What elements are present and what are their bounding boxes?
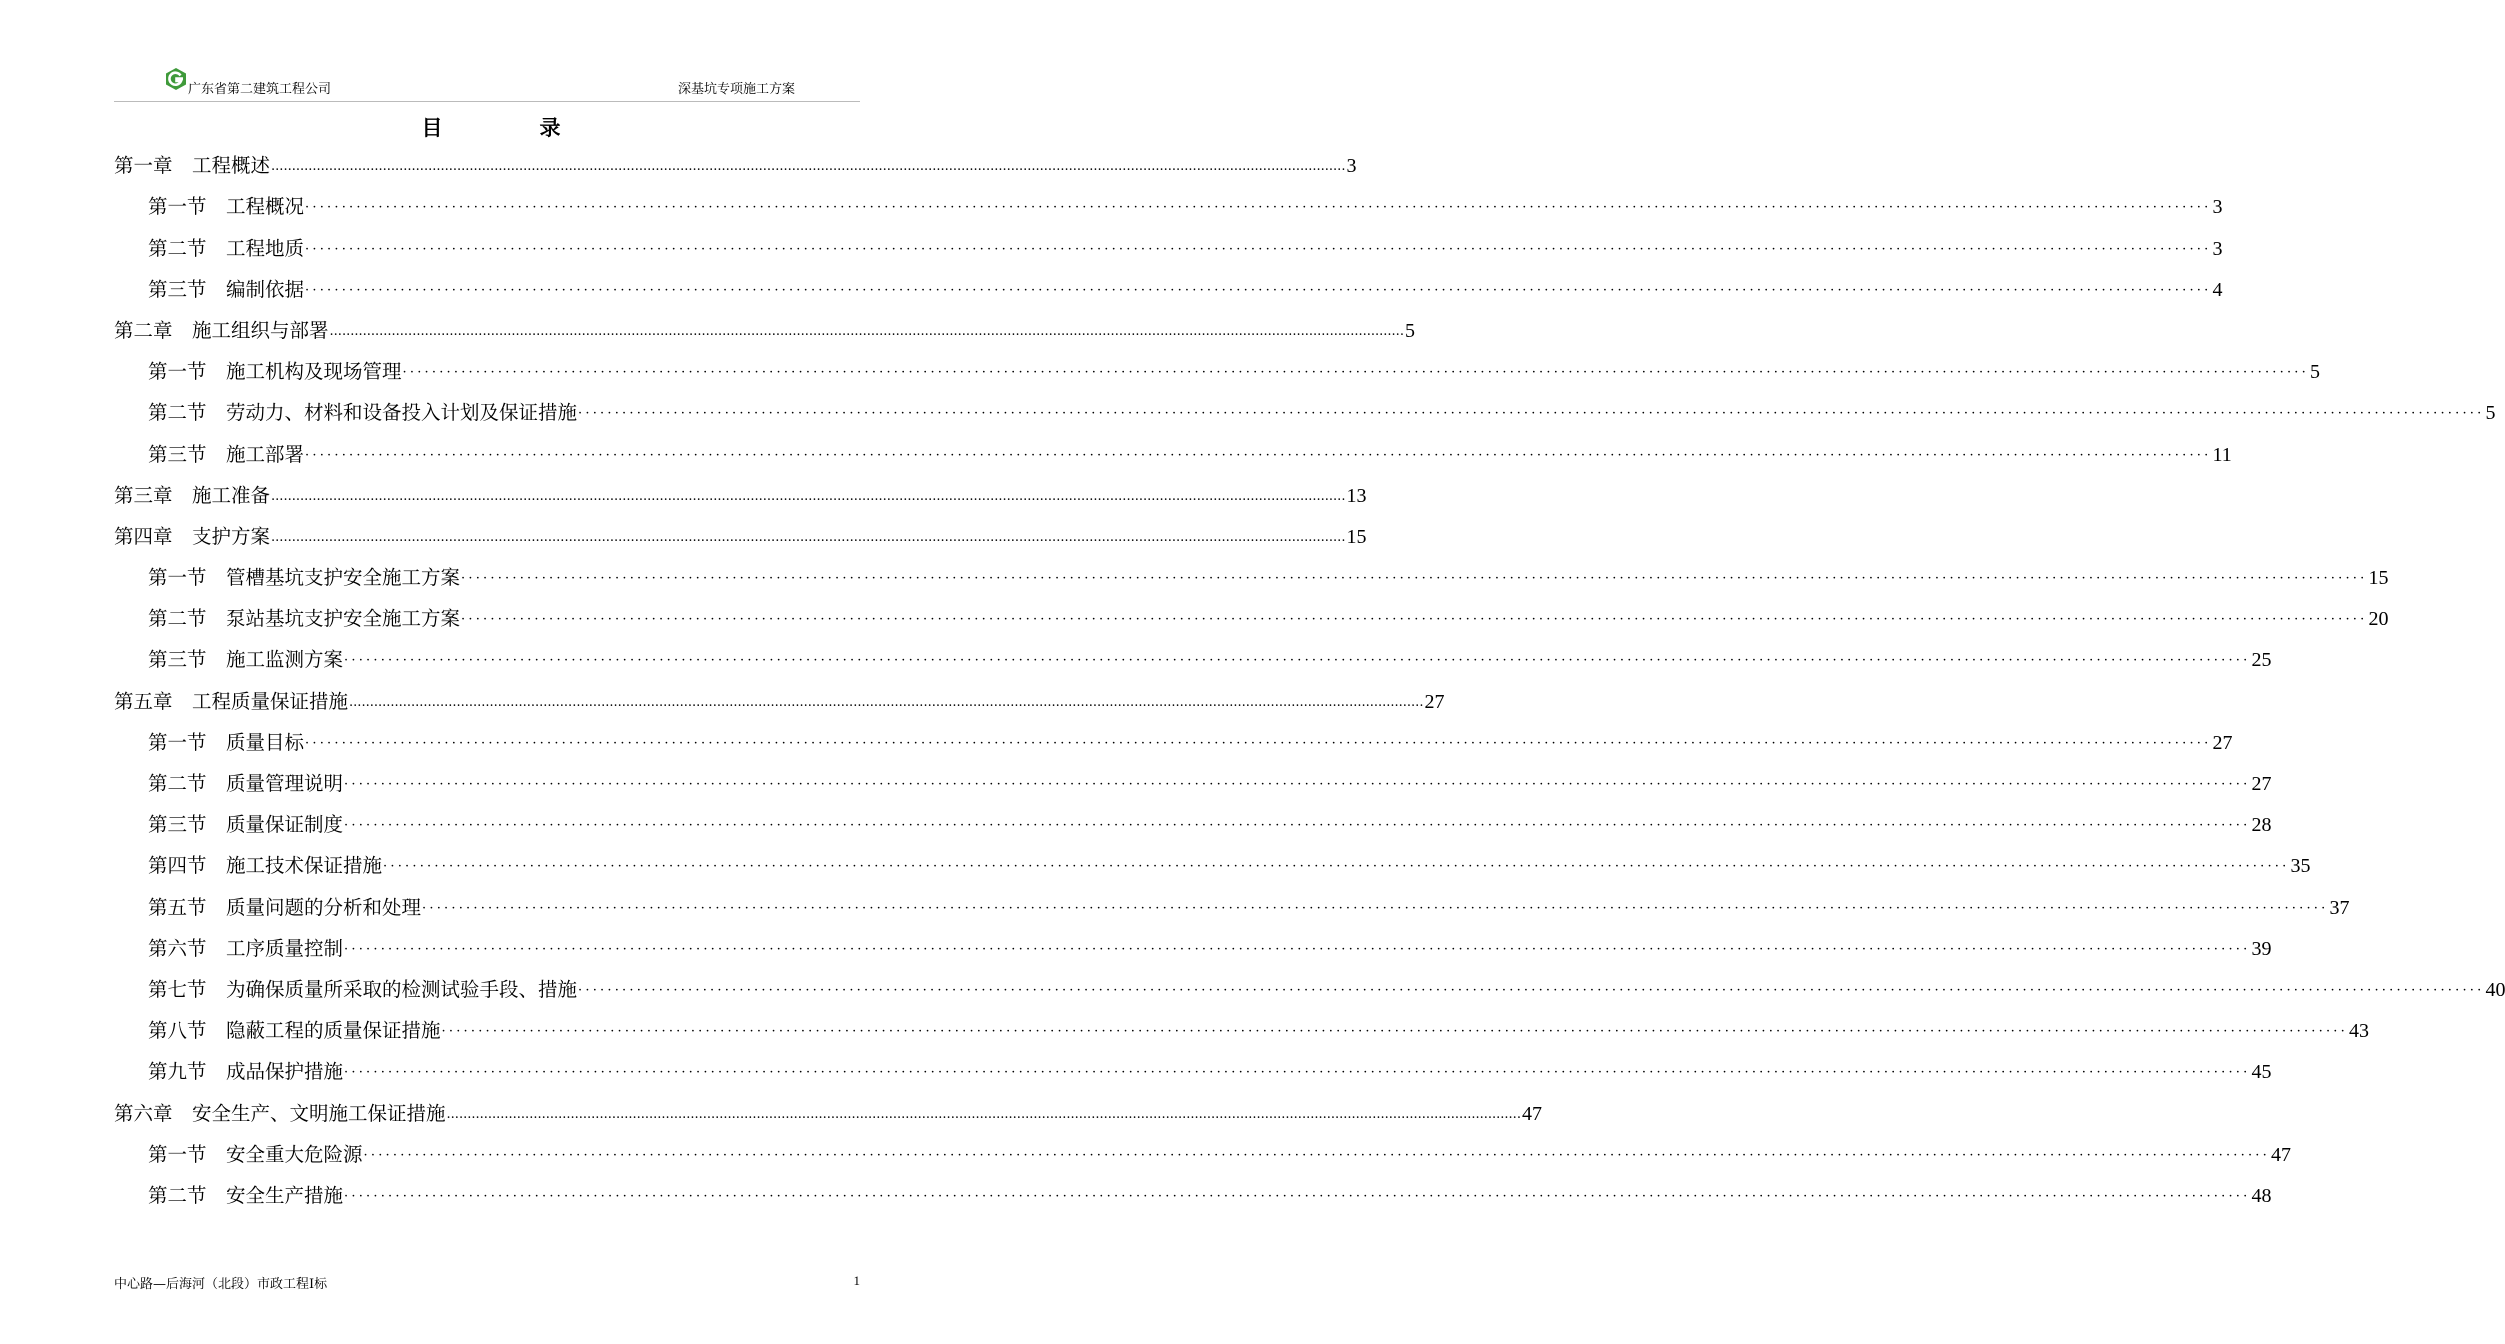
footer-project: 中心路—后海河（北段）市政工程Ⅰ标 (114, 1277, 328, 1292)
toc-entry-title: 安全重大危险源 (226, 1142, 363, 1166)
toc-entry-section[interactable] (114, 434, 2232, 475)
toc-dot-leader: ···································································································································································································································································· (344, 818, 2251, 834)
toc-entry-gap (173, 485, 193, 507)
toc-entry-title: 管槽基坑支护安全施工方案 (226, 566, 461, 590)
toc-entry-label: 第一节 (148, 730, 207, 754)
toc-entry-gap (207, 814, 227, 836)
toc-entry-label: 第九节 (148, 1060, 207, 1084)
toc-entry-label: 第六章 (114, 1101, 173, 1125)
company-name: 广东省第二建筑工程公司 (188, 82, 332, 97)
toc-entry-page: 3 (2212, 196, 2223, 219)
toc-entry-section[interactable] (114, 599, 2389, 640)
toc-entry-section[interactable] (114, 846, 2311, 887)
toc-entry-gap (207, 608, 227, 630)
toc-entry-title: 施工机构及现场管理 (226, 360, 402, 384)
toc-entry-title: 工序质量控制 (226, 936, 344, 960)
toc-entry-label: 第一章 (114, 154, 173, 178)
toc-entry-chapter[interactable] (114, 681, 1445, 722)
header-divider (114, 101, 860, 102)
toc-dot-leader: ···································································································································································································································································· (344, 941, 2251, 957)
toc-dot-leader: ···································································································································································································································································· (383, 859, 2290, 875)
toc-entry-gap (207, 1061, 227, 1083)
toc-dot-leader: ···································································································································································································································································· (441, 1024, 2348, 1040)
toc-entry-section[interactable] (114, 228, 2223, 269)
toc-dot-leader: .................................................................................................................................................................................................................................................................... (271, 488, 1346, 504)
toc-entry-gap (207, 1144, 227, 1166)
toc-entry-gap (207, 402, 227, 424)
toc-entry-label: 第三节 (148, 648, 207, 672)
toc-entry-label: 第二章 (114, 318, 173, 342)
toc-entry-title: 施工组织与部署 (192, 318, 329, 342)
toc-entry-label: 第三节 (148, 813, 207, 837)
toc-entry-gap (173, 1103, 193, 1125)
toc-entry-chapter[interactable] (114, 1093, 1542, 1134)
toc-entry-page: 48 (2251, 1184, 2272, 1207)
toc-entry-title: 劳动力、材料和设备投入计划及保证措施 (226, 401, 578, 425)
toc-entry-label: 第二节 (148, 236, 207, 260)
toc-entry-page: 43 (2348, 1020, 2369, 1043)
toc-entry-label: 第二节 (148, 401, 207, 425)
toc-entry-gap (173, 691, 193, 713)
toc-entry-title: 安全生产、文明施工保证措施 (192, 1101, 446, 1125)
toc-entry-page: 20 (2368, 608, 2389, 631)
toc-entry-section[interactable] (114, 887, 2350, 928)
toc-dot-leader: .................................................................................................................................................................................................................................................................... (271, 529, 1346, 545)
toc-entry-title: 工程概述 (192, 154, 271, 178)
toc-entry-label: 第七节 (148, 977, 207, 1001)
toc-entry-page: 15 (2368, 567, 2389, 590)
toc-entry-page: 45 (2251, 1061, 2272, 1084)
page-footer (114, 1273, 860, 1293)
toc-dot-leader: ···································································································································································································································································· (461, 571, 2368, 587)
toc-entry-gap (173, 526, 193, 548)
toc-dot-leader: ···································································································································································································································································· (305, 735, 2212, 751)
toc-entry-page: 3 (1346, 155, 1357, 178)
toc-dot-leader: .................................................................................................................................................................................................................................................................... (271, 159, 1346, 175)
toc-entry-label: 第四节 (148, 854, 207, 878)
toc-entry-title: 质量问题的分析和处理 (226, 895, 422, 919)
toc-entry-chapter[interactable] (114, 517, 1367, 558)
toc-entry-title: 施工准备 (192, 483, 271, 507)
toc-entry-gap (207, 938, 227, 960)
toc-entry-section[interactable] (114, 929, 2272, 970)
toc-entry-chapter[interactable] (114, 146, 1357, 187)
toc-entry-label: 第五节 (148, 895, 207, 919)
toc-entry-page: 27 (2212, 731, 2233, 754)
toc-entry-page: 27 (1424, 690, 1445, 713)
toc-entry-label: 第一节 (148, 360, 207, 384)
toc-dot-leader: ···································································································································································································································································· (344, 777, 2251, 792)
toc-dot-leader: ···································································································································································································································································· (305, 447, 2212, 463)
toc-dot-leader: .................................................................................................................................................................................................................................................................... (446, 1106, 1521, 1122)
toc-entry-page: 5 (2309, 361, 2320, 384)
toc-entry-title: 质量保证制度 (226, 813, 344, 837)
toc-entry-label: 第二节 (148, 772, 207, 795)
toc-entry-page: 39 (2251, 937, 2272, 960)
toc-entry-section[interactable] (114, 1011, 2369, 1052)
toc-dot-leader: ···································································································································································································································································· (461, 612, 2368, 628)
toc-dot-leader: .................................................................................................................................................................................................................................................................... (329, 323, 1404, 339)
page-number: 1 (853, 1273, 860, 1288)
toc-entry-section[interactable] (114, 187, 2223, 228)
toc-entry-section[interactable] (114, 764, 2272, 805)
toc-entry-section[interactable] (114, 352, 2320, 393)
document-title: 深基坑专项施工方案 (678, 82, 796, 97)
toc-entry-page: 3 (2212, 237, 2223, 260)
toc-entry-title: 成品保护措施 (226, 1060, 344, 1084)
company-logo-icon (164, 67, 188, 91)
toc-entry-title: 质量目标 (226, 730, 305, 754)
toc-entry-gap (207, 361, 227, 383)
table-of-contents (114, 146, 2505, 1217)
toc-entry-label: 第二节 (148, 1183, 207, 1207)
toc-entry-section[interactable] (114, 1052, 2272, 1093)
toc-entry-section[interactable] (114, 970, 2505, 1011)
toc-entry-title: 隐蔽工程的质量保证措施 (226, 1019, 441, 1043)
toc-entry-chapter[interactable] (114, 311, 1415, 352)
toc-entry-label: 第三节 (148, 442, 207, 466)
toc-entry-gap (207, 279, 227, 301)
toc-entry-page: 35 (2290, 855, 2311, 878)
toc-dot-leader: .................................................................................................................................................................................................................................................................... (349, 694, 1424, 710)
toc-entry-section[interactable] (114, 1135, 2291, 1176)
toc-entry-label: 第二节 (148, 607, 207, 631)
toc-entry-label: 第八节 (148, 1019, 207, 1043)
toc-entry-gap (173, 320, 193, 342)
toc-entry-section[interactable] (114, 640, 2272, 681)
toc-entry-title: 支护方案 (192, 524, 271, 548)
toc-entry-section[interactable] (114, 1176, 2272, 1217)
toc-entry-page: 28 (2251, 814, 2272, 837)
toc-entry-page: 40 (2485, 978, 2505, 1001)
toc-dot-leader: ···································································································································································································································································· (344, 1188, 2251, 1204)
toc-entry-title: 为确保质量所采取的检测试验手段、措施 (226, 977, 578, 1001)
toc-entry-page: 27 (2251, 773, 2272, 795)
toc-entry-gap (207, 732, 227, 754)
toc-dot-leader: ···································································································································································································································································· (578, 982, 2485, 998)
toc-dot-leader: ···································································································································································································································································· (344, 1065, 2251, 1081)
toc-entry-section[interactable] (114, 393, 2496, 434)
toc-entry-title: 施工技术保证措施 (226, 854, 383, 878)
toc-entry-gap (207, 649, 227, 671)
toc-dot-leader: ···································································································································································································································································· (305, 241, 2212, 257)
toc-entry-page: 13 (1346, 484, 1367, 507)
toc-entry-section[interactable] (114, 558, 2389, 599)
toc-entry-page: 15 (1346, 525, 1367, 548)
toc-entry-title: 工程地质 (226, 236, 305, 260)
toc-entry-page: 5 (1404, 319, 1415, 342)
toc-entry-gap (207, 567, 227, 589)
toc-dot-leader: ···································································································································································································································································· (305, 282, 2212, 298)
toc-entry-gap (207, 238, 227, 260)
toc-entry-title: 工程质量保证措施 (192, 689, 349, 713)
toc-entry-page: 11 (2212, 443, 2232, 466)
toc-entry-section[interactable] (114, 270, 2223, 311)
toc-entry-title: 施工监测方案 (226, 648, 344, 672)
toc-entry-page: 47 (1521, 1102, 1542, 1125)
toc-entry-title: 质量管理说明 (226, 772, 344, 795)
toc-entry-gap (207, 979, 227, 1001)
toc-entry-page: 5 (2485, 402, 2496, 425)
toc-entry-gap (207, 1185, 227, 1207)
toc-entry-title: 施工部署 (226, 442, 305, 466)
toc-entry-section[interactable] (114, 805, 2272, 846)
toc-dot-leader: ···································································································································································································································································· (363, 1147, 2270, 1163)
toc-entry-page: 47 (2270, 1143, 2291, 1166)
toc-entry-title: 安全生产措施 (226, 1183, 344, 1207)
toc-dot-leader: ···································································································································································································································································· (305, 200, 2212, 216)
toc-title: 目 录 (421, 115, 599, 140)
toc-entry-label: 第一节 (148, 1142, 207, 1166)
toc-entry-label: 第四章 (114, 524, 173, 548)
toc-entry-page: 25 (2251, 649, 2272, 672)
toc-entry-chapter[interactable] (114, 476, 1367, 517)
toc-entry-gap (207, 855, 227, 877)
toc-entry-label: 第三章 (114, 483, 173, 507)
toc-entry-title: 泵站基坑支护安全施工方案 (226, 607, 461, 631)
toc-entry-gap (207, 196, 227, 218)
toc-entry-label: 第五章 (114, 689, 173, 713)
toc-dot-leader: ···································································································································································································································································· (422, 900, 2329, 916)
toc-entry-title: 编制依据 (226, 277, 305, 301)
toc-entry-gap (207, 897, 227, 919)
toc-entry-label: 第六节 (148, 936, 207, 960)
toc-entry-page: 37 (2329, 896, 2350, 919)
toc-dot-leader: ···································································································································································································································································· (344, 653, 2251, 669)
toc-entry-section[interactable] (114, 723, 2233, 764)
toc-dot-leader: ···································································································································································································································································· (578, 406, 2485, 422)
toc-entry-title: 工程概况 (226, 195, 305, 219)
toc-entry-gap (207, 1020, 227, 1042)
toc-entry-label: 第三节 (148, 277, 207, 301)
toc-entry-label: 第一节 (148, 195, 207, 219)
page-header (0, 0, 950, 110)
toc-entry-label: 第一节 (148, 566, 207, 590)
toc-entry-gap (173, 155, 193, 177)
toc-entry-gap (207, 444, 227, 466)
toc-dot-leader: ···································································································································································································································································· (402, 365, 2309, 381)
toc-entry-gap (207, 773, 227, 795)
toc-entry-page: 4 (2212, 278, 2223, 301)
